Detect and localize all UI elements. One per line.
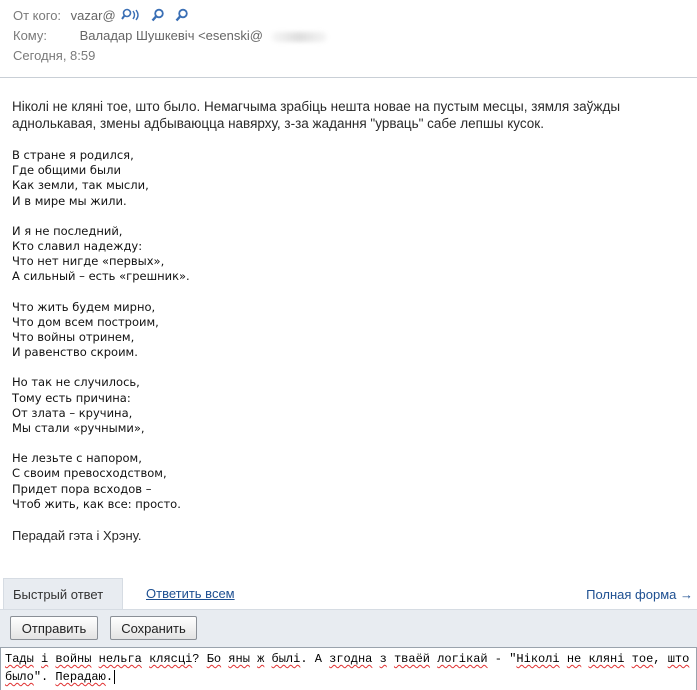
- misspelled-word: тваёй: [393, 652, 430, 666]
- poem-line: Кто славил надежду:: [12, 239, 143, 254]
- reply-text: ?: [192, 652, 207, 666]
- poem-stanza: [12, 300, 190, 361]
- message-signoff: Перадай гэта і Хрэну.: [12, 528, 142, 543]
- misspelled-word: логікай: [437, 652, 488, 666]
- send-button[interactable]: Отправить: [10, 616, 98, 640]
- misspelled-word: тое: [631, 652, 654, 666]
- poem-stanza: [12, 451, 190, 512]
- poem-line: Чтоб жить, как все: просто.: [12, 496, 181, 511]
- from-row: [13, 8, 195, 25]
- poem-stanza: [12, 148, 190, 209]
- reply-text: . А: [300, 652, 330, 666]
- poem-stanza: [12, 224, 190, 285]
- poem-line: Тому есть причина:: [12, 390, 131, 405]
- reply-text: .: [105, 670, 114, 684]
- misspelled-word: Бо: [206, 652, 222, 666]
- poem-line: Что нет нигде «первых»,: [12, 254, 165, 269]
- misspelled-word: Тады: [5, 652, 34, 666]
- message-date: Сегодня, 8:59: [13, 48, 96, 63]
- misspelled-word: нельга: [98, 652, 142, 666]
- reply-text: [264, 652, 271, 666]
- poem-line: И равенство скроим.: [12, 345, 138, 360]
- search-icon[interactable]: [175, 8, 189, 25]
- tab-quick-reply[interactable]: Быстрый ответ: [3, 578, 123, 610]
- tab-reply-all[interactable]: Ответить всем: [146, 586, 235, 601]
- save-button[interactable]: Сохранить: [110, 616, 197, 640]
- poem-line: Что дом всем построим,: [12, 314, 159, 329]
- misspelled-word: войны: [55, 652, 92, 666]
- poem-line: С своим превосходством,: [12, 466, 167, 481]
- misspelled-word: не: [566, 652, 582, 666]
- poem-line: Мы стали «ручными»,: [12, 421, 145, 436]
- to-label: Кому:: [13, 28, 47, 43]
- reply-text: ,: [653, 652, 668, 666]
- contact-info-icon[interactable]: [121, 8, 141, 25]
- poem-line: Не лезьте с напором,: [12, 451, 142, 466]
- misspelled-word: было: [5, 670, 34, 684]
- search-icon[interactable]: [151, 8, 165, 25]
- poem-line: И в мире мы жили.: [12, 193, 127, 208]
- poem-line: И я не последний,: [12, 223, 123, 238]
- text-caret: [114, 670, 115, 684]
- reply-text: ".: [33, 670, 56, 684]
- reply-text: [142, 652, 149, 666]
- poem-line: Где общими были: [12, 163, 121, 178]
- poem-line: Как земли, так мысли,: [12, 178, 149, 193]
- misspelled-word: і: [41, 652, 49, 666]
- quick-reply-panel: [0, 609, 697, 690]
- from-label: От кого:: [13, 8, 62, 23]
- poem-line: А сильный – есть «грешник».: [12, 269, 190, 284]
- poem-line: Что жить будем мирно,: [12, 299, 156, 314]
- to-row: [13, 28, 327, 43]
- poem-stanza: [12, 375, 190, 436]
- message-header: [0, 0, 697, 78]
- message-poem: [12, 148, 190, 527]
- from-address[interactable]: vazar@: [70, 8, 116, 23]
- misspelled-word: кляні: [588, 652, 625, 666]
- poem-line: В стране я родился,: [12, 148, 134, 162]
- misspelled-word: з: [379, 652, 387, 666]
- redacted-address: [271, 32, 327, 42]
- misspelled-word: ж: [257, 652, 265, 666]
- misspelled-word: яны: [228, 652, 250, 666]
- reply-text: [91, 652, 98, 666]
- misspelled-word: Ніколі: [516, 652, 560, 666]
- poem-line: От злата – кручина,: [12, 405, 133, 420]
- quick-reply-tabs: [0, 578, 697, 610]
- message-intro: Ніколі не кляні тое, што было. Немагчыма зрабіць нешта новае на пустым месцы, зямля заўжды аднолькавая, змены адбываюцца навярху, з-за жадання "урваць" сабе лепшы кусок.: [12, 99, 621, 131]
- full-form-link[interactable]: Полная форма →: [586, 587, 693, 602]
- misspelled-word: згодна: [329, 652, 373, 666]
- misspelled-word: што: [667, 652, 690, 666]
- reply-text: [560, 652, 567, 666]
- misspelled-word: былі: [271, 652, 301, 666]
- reply-text: [34, 652, 41, 666]
- poem-line: Придет пора всходов –: [12, 481, 152, 496]
- reply-text: - ": [487, 652, 517, 666]
- reply-text: [624, 652, 631, 666]
- poem-line: Но так не случилось,: [12, 375, 140, 390]
- to-address[interactable]: Валадар Шушкевіч <esenski@: [79, 28, 263, 43]
- misspelled-word: Перадаю: [55, 670, 106, 684]
- reply-text: [387, 652, 394, 666]
- reply-text: [372, 652, 379, 666]
- date-row: [13, 48, 95, 63]
- misspelled-word: клясці: [149, 652, 193, 666]
- reply-textarea[interactable]: [0, 647, 697, 690]
- poem-line: Что войны отринем,: [12, 330, 135, 345]
